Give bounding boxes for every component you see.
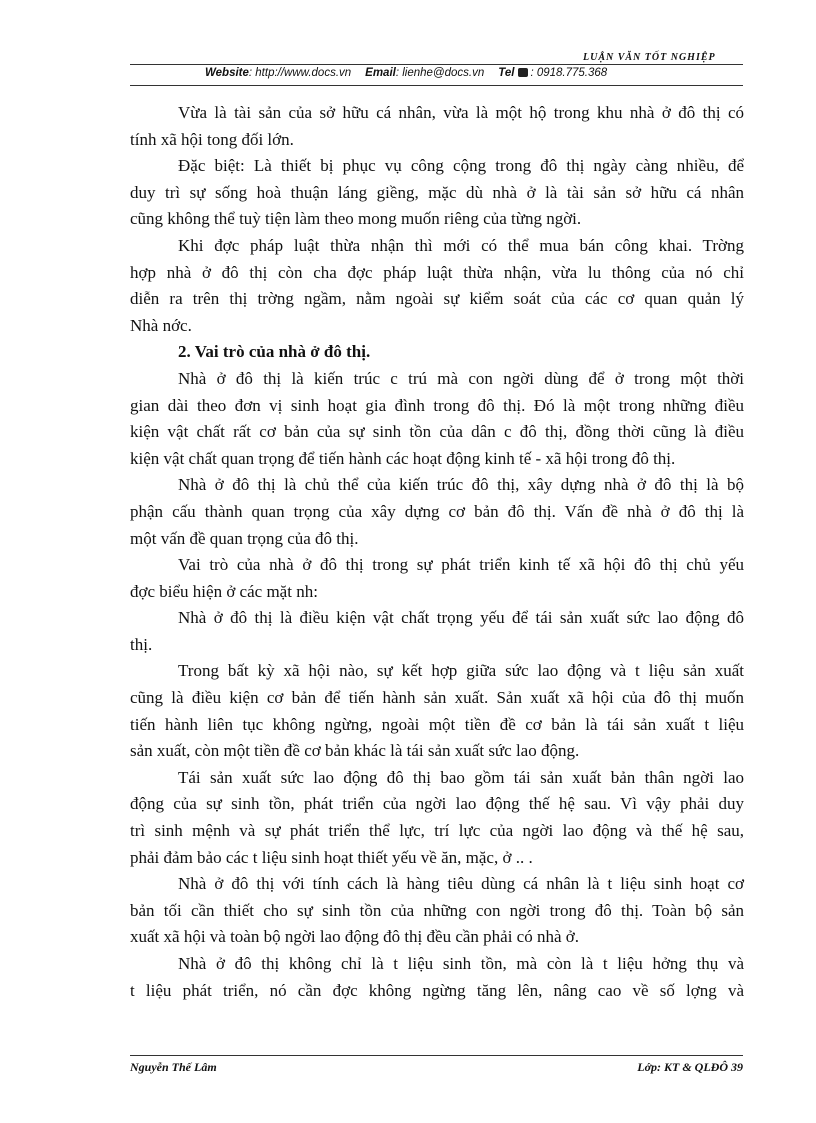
phone-icon <box>518 68 528 77</box>
text-line: thị. <box>130 634 153 654</box>
footer-rule <box>130 1055 743 1056</box>
text-line: cũng không thể tuỳ tiện làm theo mong muốn riêng của từng ngời. <box>130 209 582 229</box>
text-line: kiện vật chất quan trọng để tiến hành các hoạt động kinh tế - xã hội trong đô thị. <box>130 448 676 468</box>
text-line: Trong bất kỳ xã hội nào, sự kết hợp giữa sức lao động và t liệu sản xuất <box>178 661 744 681</box>
document-body <box>130 100 744 1004</box>
text-line: t liệu phát triển, nó cần đợc không ngừng tăng lên, nâng cao về số lợng và <box>130 980 744 1000</box>
tel-value: : 0918.775.368 <box>530 67 608 79</box>
tel-label: Tel <box>498 67 515 79</box>
header-rule-bottom <box>130 85 743 86</box>
header-rule-top <box>130 64 743 65</box>
section-heading: 2. Vai trò của nhà ở đô thị. <box>178 342 371 362</box>
thesis-header-title: LUẬN VĂN TỐT NGHIỆP <box>583 52 716 63</box>
text-line: trì sinh mệnh và sự phát triển thể lực, trí lực của ngời lao động và thế hệ sau, <box>130 821 744 841</box>
footer-author: Nguyễn Thế Lâm <box>130 1060 217 1074</box>
text-line: Nhà nớc. <box>130 315 192 335</box>
text-line: một vấn đề quan trọng của đô thị. <box>130 528 359 548</box>
text-line: Nhà ở đô thị là điều kiện vật chất trọng yếu để tái sản xuất sức lao động đô <box>178 608 744 628</box>
text-line: phận cấu thành quan trọng của xây dựng cơ bản đô thị. Vấn đề nhà ở đô thị là <box>130 501 744 521</box>
website-label: Website <box>205 67 249 79</box>
text-line: tính xã hội tong đối lớn. <box>130 129 294 149</box>
text-line: Vai trò của nhà ở đô thị trong sự phát triển kinh tế xã hội đô thị chủ yếu <box>178 555 744 575</box>
text-line: Tái sản xuất sức lao động đô thị bao gồm tái sản xuất bản thân ngời lao <box>178 767 744 787</box>
text-line: kiện vật chất rất cơ bản của sự sinh tồn của dân c đô thị, đồng thời cũng là điều <box>130 422 744 442</box>
text-line: bản tối cần thiết cho sự sinh tồn của những con ngời trong đô thị. Toàn bộ sản <box>130 900 744 920</box>
text-line: hợp nhà ở đô thị còn cha đợc pháp luật thừa nhận, vừa lu thông của nó chỉ <box>130 262 744 282</box>
email-value[interactable]: : lienhe@docs.vn <box>395 67 485 79</box>
text-line: Nhà ở đô thị là kiến trúc c trú mà con ngời dùng để ở trong một thời <box>178 368 744 388</box>
text-line: Đặc biệt: Là thiết bị phục vụ công cộng trong đô thị ngày càng nhiều, để <box>178 156 744 176</box>
text-line: Nhà ở đô thị với tính cách là hàng tiêu dùng cá nhân là t liệu sinh hoạt cơ <box>178 874 744 894</box>
text-line: động của sự sinh tồn, phát triển của ngời lao động thế hệ sau. Vì vậy phải duy <box>130 794 744 814</box>
text-line: xuất xã hội và toàn bộ ngời lao động đô thị đều cần phải có nhà ở. <box>130 927 580 947</box>
text-line: đợc biểu hiện ở các mặt nh: <box>130 581 318 601</box>
header-contact-line <box>205 67 725 83</box>
text-line: sản xuất, còn một tiền đề cơ bản khác là tái sản xuất sức lao động. <box>130 741 580 761</box>
text-line: duy trì sự sống hoà thuận láng giềng, mặc dù nhà ở là tài sản sở hữu cá nhân <box>130 182 744 202</box>
text-line: phải đảm bảo các t liệu sinh hoạt thiết yếu về ăn, mặc, ở .. . <box>130 847 533 867</box>
text-line: Nhà ở đô thị là chủ thể của kiến trúc đô thị, xây dựng nhà ở đô thị là bộ <box>178 475 744 495</box>
website-value[interactable]: : http://www.docs.vn <box>248 67 352 79</box>
text-line: diễn ra trên thị trờng ngầm, nằm ngoài sự kiểm soát của các cơ quan quản lý <box>130 289 744 309</box>
footer-class: Lớp: KT & QLĐÔ 39 <box>637 1060 743 1074</box>
text-line: Khi đợc pháp luật thừa nhận thì mới có thể mua bán công khai. Trờng <box>178 235 744 255</box>
text-line: Nhà ở đô thị không chỉ là t liệu sinh tồn, mà còn là t liệu hởng thụ và <box>178 954 744 973</box>
text-line: Vừa là tài sản của sở hữu cá nhân, vừa là một hộ trong khu nhà ở đô thị có <box>178 103 744 122</box>
text-line: gian dài theo đơn vị sinh hoạt gia đình trong đô thị. Đó là một trong những điều <box>130 395 744 415</box>
text-line: cũng là điều kiện cơ bản để tiến hành sản xuất. Sản xuất xã hội của đô thị muốn <box>130 688 744 708</box>
text-line: tiến hành liên tục không ngừng, ngoài một tiền đề cơ bản là tái sản xuất t liệu <box>130 714 744 734</box>
email-label: Email <box>365 67 396 79</box>
